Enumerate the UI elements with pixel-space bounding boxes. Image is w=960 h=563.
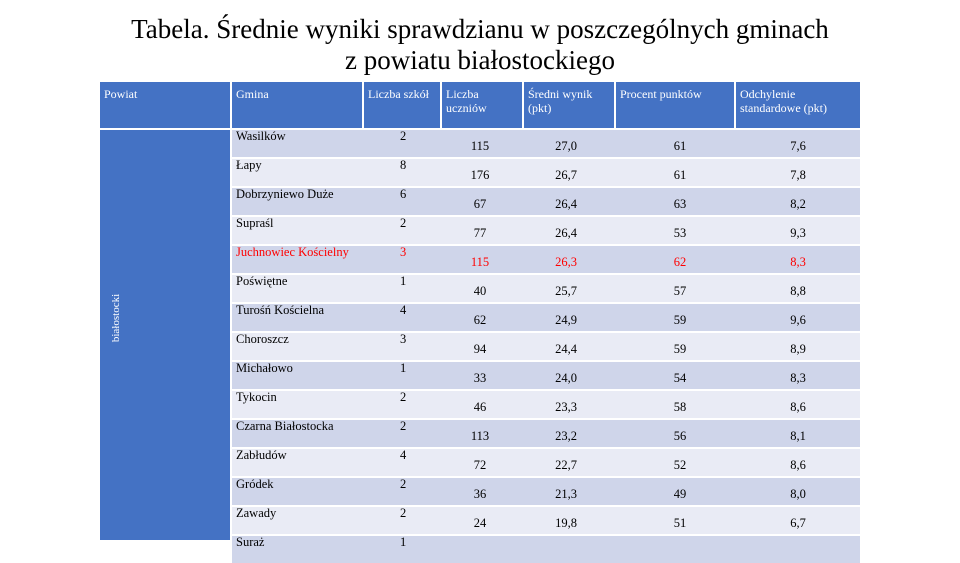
odchylenie-cell: 8,9: [790, 342, 806, 356]
liczba-szkol-cell: 1: [400, 535, 407, 549]
procent-punktow-cell: 59: [673, 313, 687, 327]
liczba-szkol-cell: 2: [400, 129, 407, 143]
liczba-szkol-cell: 3: [400, 245, 407, 259]
header-odchylenie: Odchylenie standardowe (pkt): [736, 82, 860, 128]
sredni-wynik-cell: 24,9: [555, 313, 577, 327]
table-row: [232, 449, 860, 476]
odchylenie-cell: 8,6: [790, 400, 806, 414]
table-row: [232, 362, 860, 389]
liczba-szkol-cell: 4: [400, 303, 407, 317]
liczba-szkol-cell: 2: [400, 419, 407, 433]
odchylenie-cell: 8,8: [790, 284, 806, 298]
procent-punktow-cell: 49: [673, 487, 687, 501]
odchylenie-cell: 9,3: [790, 226, 806, 240]
procent-punktow-cell: 56: [673, 429, 687, 443]
liczba-uczniow-cell: 94: [473, 342, 487, 356]
header-powiat: Powiat: [100, 82, 230, 128]
table-row: [232, 188, 860, 215]
gmina-cell: Tykocin: [236, 390, 277, 404]
liczba-szkol-cell: 4: [400, 448, 407, 462]
odchylenie-cell: 7,6: [790, 139, 806, 153]
procent-punktow-cell: 61: [673, 139, 687, 153]
page-title: [0, 14, 960, 76]
table-row: [232, 275, 860, 302]
gmina-cell: Czarna Białostocka: [236, 419, 334, 433]
liczba-szkol-cell: 2: [400, 506, 407, 520]
gmina-cell: Turośń Kościelna: [236, 303, 325, 317]
header-liczba-szkol: Liczba szkół: [364, 82, 440, 128]
odchylenie-cell: 6,7: [790, 516, 806, 530]
gmina-cell: Dobrzyniewo Duże: [236, 187, 334, 201]
header-procent-punktow: Procent punktów: [616, 82, 734, 128]
liczba-szkol-cell: 2: [400, 216, 407, 230]
header-sredni-wynik: Średni wynik (pkt): [524, 82, 614, 128]
gmina-cell: Choroszcz: [236, 332, 289, 346]
procent-punktow-cell: 51: [673, 516, 687, 530]
sredni-wynik-cell: 26,4: [555, 226, 577, 240]
table-row: [232, 130, 860, 157]
powiat-name: białostocki: [110, 293, 122, 343]
odchylenie-cell: 8,1: [790, 429, 806, 443]
procent-punktow-cell: 52: [673, 458, 687, 472]
table-row: [232, 536, 860, 563]
liczba-szkol-cell: 3: [400, 332, 407, 346]
sredni-wynik-cell: 19,8: [555, 516, 577, 530]
gmina-cell: Wasilków: [236, 129, 286, 143]
title-line-1: Tabela. Średnie wyniki sprawdzianu w poszczególnych gminach: [131, 14, 829, 44]
sredni-wynik-cell: 24,0: [555, 371, 577, 385]
gmina-cell: Supraśl: [236, 216, 274, 230]
liczba-szkol-cell: 2: [400, 390, 407, 404]
odchylenie-cell: 8,3: [790, 371, 806, 385]
table-row: [232, 159, 860, 186]
gmina-cell: Zabłudów: [236, 448, 287, 462]
gmina-cell: Michałowo: [236, 361, 293, 375]
procent-punktow-cell: 63: [673, 197, 687, 211]
liczba-uczniow-cell: 115: [470, 139, 490, 153]
sredni-wynik-cell: 26,3: [555, 255, 577, 269]
sredni-wynik-cell: 24,4: [555, 342, 577, 356]
gmina-cell: Zawady: [236, 506, 277, 520]
odchylenie-cell: 8,0: [790, 487, 806, 501]
procent-punktow-cell: 61: [673, 168, 687, 182]
sredni-wynik-cell: 23,3: [555, 400, 577, 414]
liczba-uczniow-cell: 24: [473, 516, 487, 530]
gmina-cell: Suraż: [236, 535, 265, 549]
table-row: [232, 246, 860, 273]
gmina-cell: Poświętne: [236, 274, 288, 288]
liczba-szkol-cell: 6: [400, 187, 407, 201]
liczba-szkol-cell: 1: [400, 361, 407, 375]
liczba-uczniow-cell: 72: [473, 458, 487, 472]
procent-punktow-cell: 53: [673, 226, 687, 240]
procent-punktow-cell: 57: [673, 284, 687, 298]
liczba-uczniow-cell: 33: [473, 371, 487, 385]
odchylenie-cell: 7,8: [790, 168, 806, 182]
liczba-szkol-cell: 1: [400, 274, 407, 288]
gmina-cell: Łapy: [236, 158, 262, 172]
table-row: [232, 507, 860, 534]
liczba-uczniow-cell: 113: [470, 429, 490, 443]
table-row: [232, 478, 860, 505]
liczba-uczniow-cell: 67: [473, 197, 487, 211]
table-row: [232, 217, 860, 244]
liczba-uczniow-cell: 176: [470, 168, 490, 182]
liczba-uczniow-cell: 36: [473, 487, 487, 501]
table-row: [232, 333, 860, 360]
sredni-wynik-cell: 25,7: [555, 284, 577, 298]
odchylenie-cell: 8,6: [790, 458, 806, 472]
procent-punktow-cell: 54: [673, 371, 687, 385]
table-row: [232, 420, 860, 447]
liczba-uczniow-cell: 62: [473, 313, 487, 327]
procent-punktow-cell: 59: [673, 342, 687, 356]
gmina-cell: Gródek: [236, 477, 274, 491]
liczba-uczniow-cell: 46: [473, 400, 487, 414]
procent-punktow-cell: 58: [673, 400, 687, 414]
sredni-wynik-cell: 21,3: [555, 487, 577, 501]
liczba-szkol-cell: 2: [400, 477, 407, 491]
odchylenie-cell: 9,6: [790, 313, 806, 327]
sredni-wynik-cell: 23,2: [555, 429, 577, 443]
odchylenie-cell: 8,2: [790, 197, 806, 211]
liczba-szkol-cell: 8: [400, 158, 407, 172]
header-liczba-uczniow: Liczba uczniów: [442, 82, 522, 128]
gmina-cell: Juchnowiec Kościelny: [236, 245, 349, 259]
table-row: [232, 391, 860, 418]
sredni-wynik-cell: 22,7: [555, 458, 577, 472]
header-gmina: Gmina: [232, 82, 362, 128]
liczba-uczniow-cell: 77: [473, 226, 487, 240]
table-row: [232, 304, 860, 331]
liczba-uczniow-cell: 115: [470, 255, 490, 269]
liczba-uczniow-cell: 40: [473, 284, 487, 298]
odchylenie-cell: 8,3: [790, 255, 806, 269]
sredni-wynik-cell: 26,7: [555, 168, 577, 182]
procent-punktow-cell: 62: [673, 255, 687, 269]
sredni-wynik-cell: 27,0: [555, 139, 577, 153]
title-line-2: z powiatu białostockiego: [345, 45, 615, 75]
sredni-wynik-cell: 26,4: [555, 197, 577, 211]
